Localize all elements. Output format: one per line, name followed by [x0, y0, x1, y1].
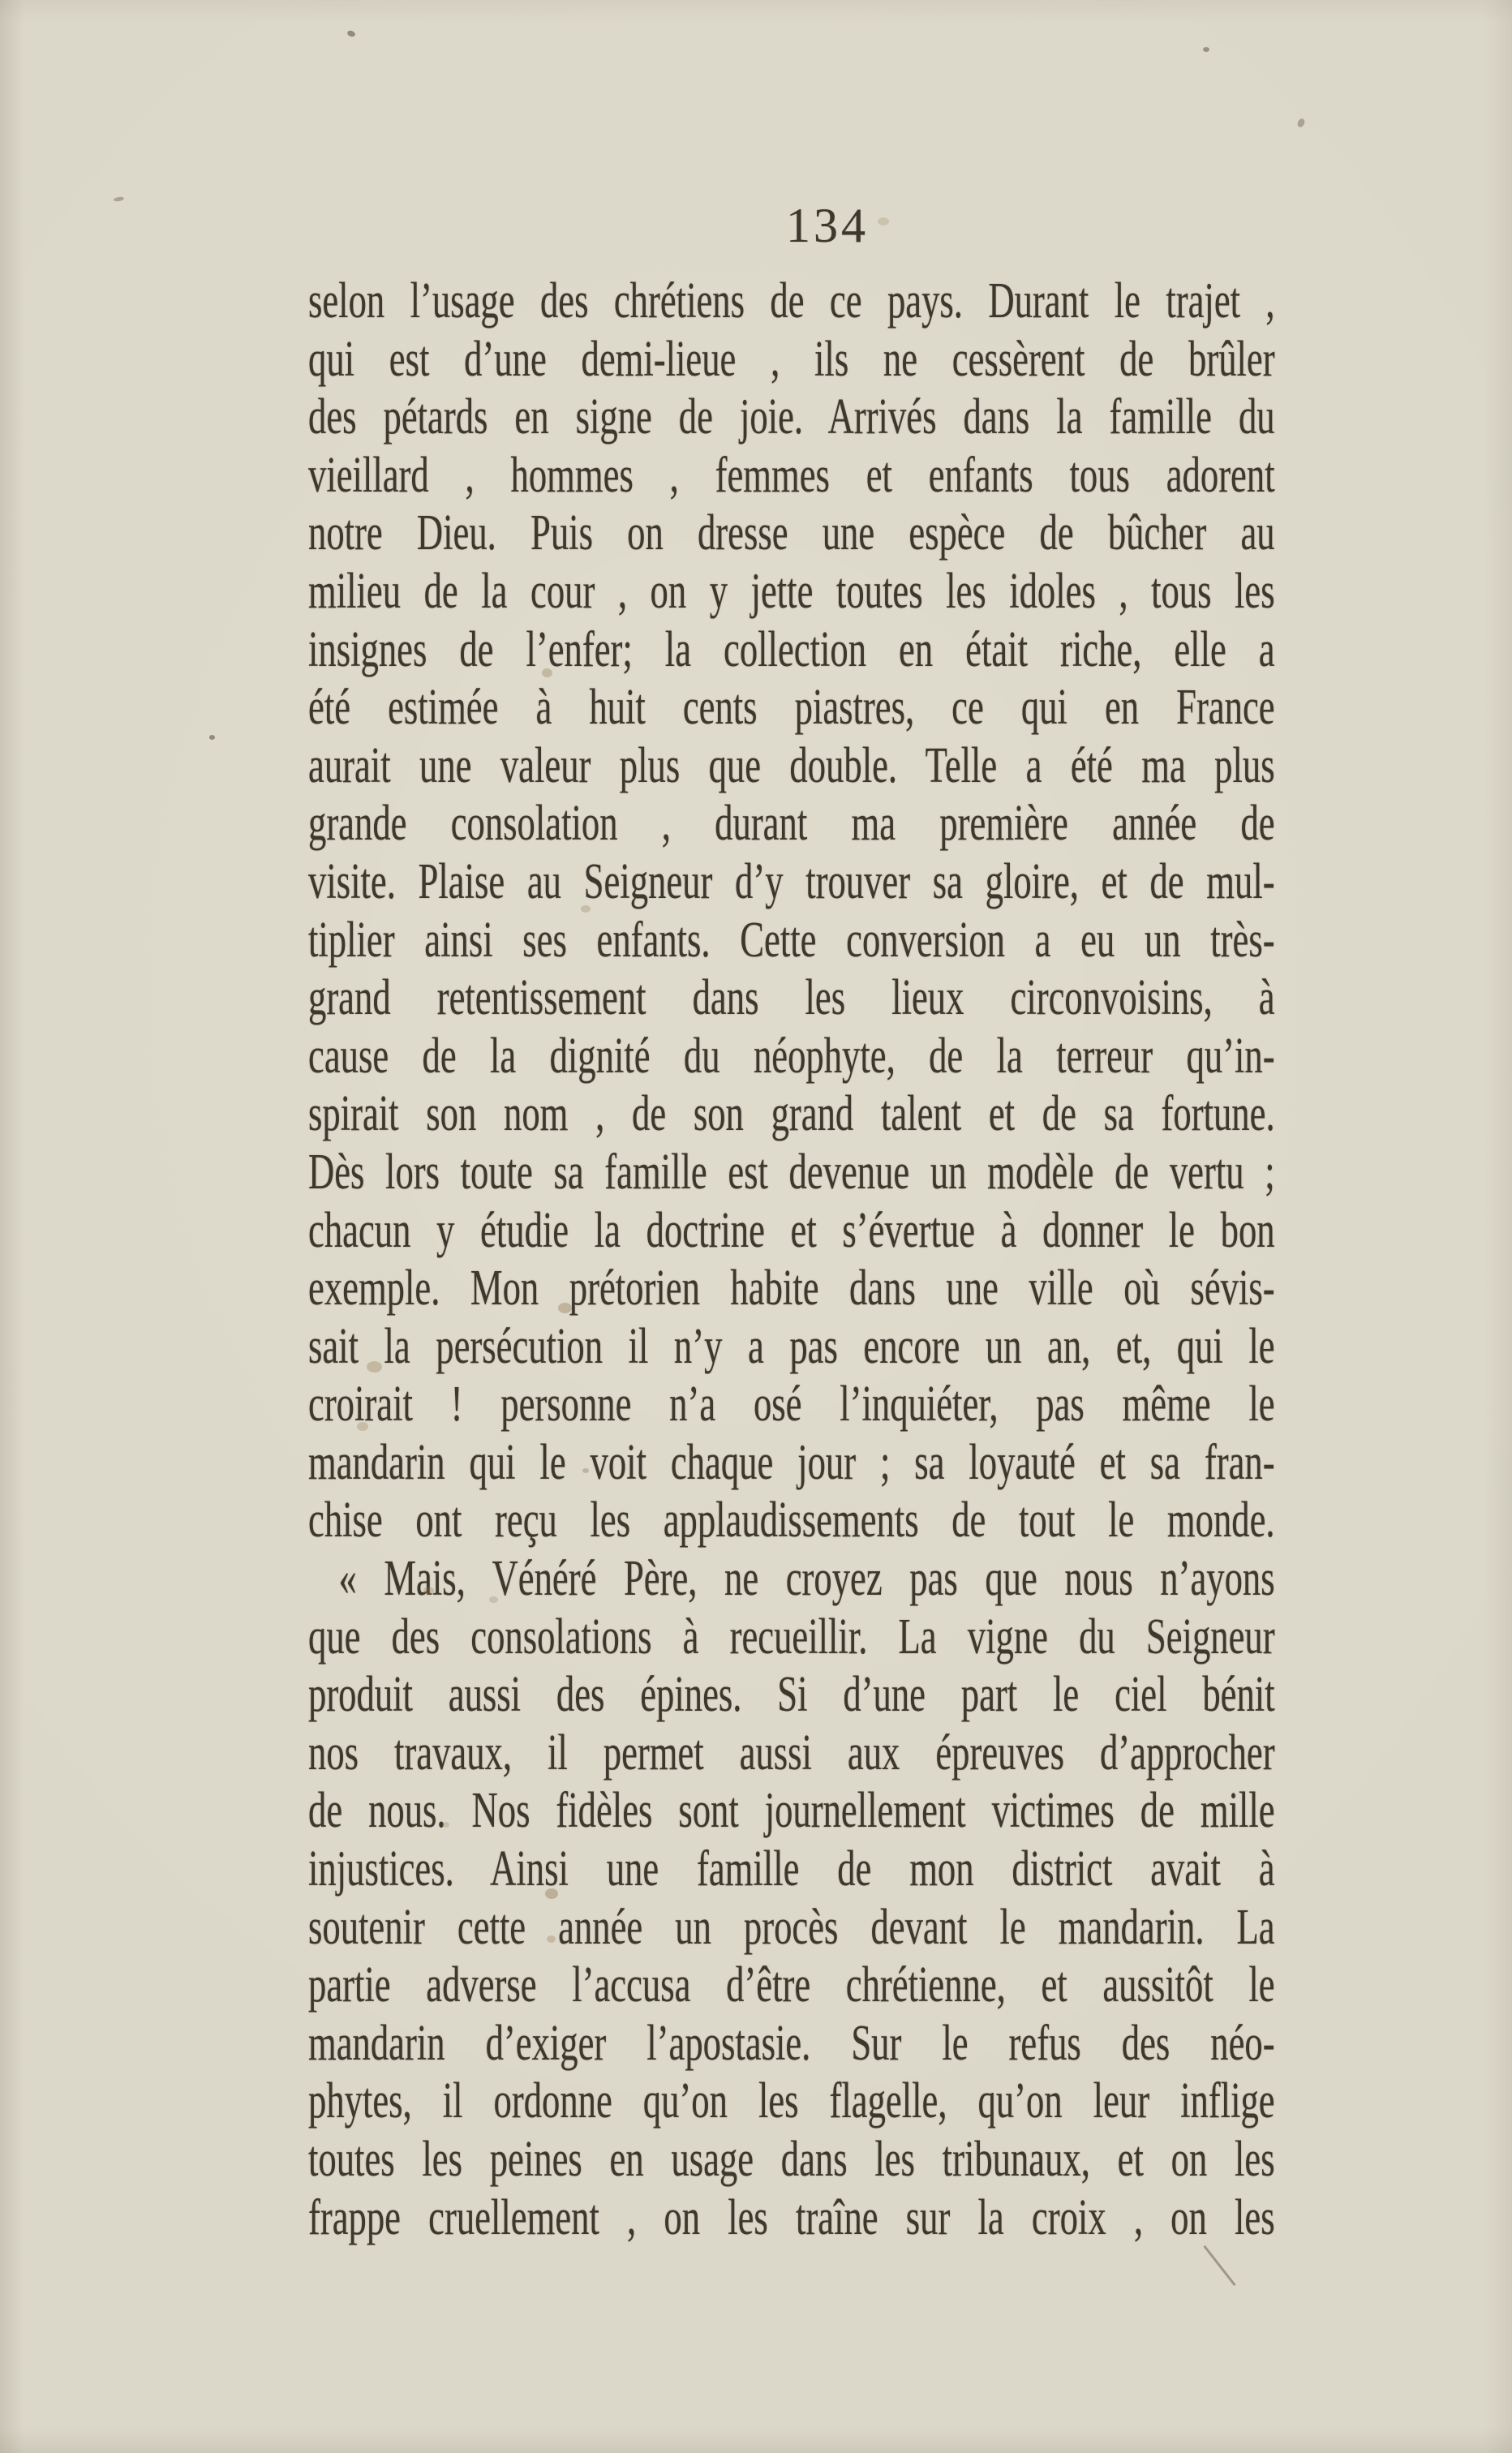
text-line: des pétards en signe de joie. Arrivés dans la famille du [308, 389, 1275, 445]
text-line: été estimée à huit cents piastres, ce qui en France [308, 680, 1275, 736]
pen-mark [1203, 2245, 1236, 2287]
text-line: produit aussi des épines. Si d’une part le ciel bénit [308, 1667, 1275, 1723]
paper-stain [209, 735, 215, 740]
text-line: chise ont reçu les applaudissements de tout le monde. [308, 1493, 1275, 1549]
text-line: Dès lors toute sa famille est devenue un modèle de vertu ; [308, 1144, 1275, 1200]
text-line: notre Dieu. Puis on dresse une espèce de bûcher au [308, 505, 1275, 561]
text-line: vieillard , hommes , femmes et enfants tous adorent [308, 447, 1275, 503]
paper-stain [346, 30, 356, 38]
text-line: spirait son nom , de son grand talent et de sa fortune. [308, 1086, 1275, 1142]
text-line: tiplier ainsi ses enfants. Cette conversion a eu un très- [308, 912, 1275, 968]
text-line: partie adverse l’accusa d’être chrétienne, et aussitôt le [308, 1957, 1275, 2013]
text-line: que des consolations à recueillir. La vigne du Seigneur [308, 1609, 1275, 1665]
text-line: cause de la dignité du néophyte, de la terreur qu’in- [308, 1028, 1275, 1084]
paper-stain [1203, 47, 1209, 52]
paper-stain [114, 196, 125, 202]
text-block [308, 273, 1275, 2247]
text-line: injustices. Ainsi une famille de mon district avait à [308, 1841, 1275, 1897]
text-line: chacun y étudie la doctrine et s’évertue à donner le bon [308, 1202, 1275, 1258]
text-line: de nous. Nos fidèles sont journellement victimes de mille [308, 1783, 1275, 1839]
text-line: frappe cruellement , on les traîne sur la croix , on les [308, 2189, 1275, 2245]
text-line: aurait une valeur plus que double. Telle a été ma plus [308, 737, 1275, 793]
paper-stain [1296, 118, 1306, 128]
text-line: croirait ! personne n’a osé l’inquiéter, pas même le [308, 1377, 1275, 1433]
text-line: exemple. Mon prétorien habite dans une ville où sévis- [308, 1261, 1275, 1317]
text-line: insignes de l’enfer; la collection en était riche, elle a [308, 621, 1275, 677]
text-line: grand retentissement dans les lieux circonvoisins, à [308, 970, 1275, 1026]
text-line: mandarin qui le voit chaque jour ; sa loyauté et sa fran- [308, 1434, 1275, 1490]
text-line: toutes les peines en usage dans les tribunaux, et on les [308, 2132, 1275, 2187]
text-line: sait la persécution il n’y a pas encore un an, et, qui le [308, 1318, 1275, 1374]
text-line: qui est d’une demi-lieue , ils ne cessèrent de brûler [308, 331, 1275, 387]
text-line: visite. Plaise au Seigneur d’y trouver sa gloire, et de mul- [308, 853, 1275, 909]
text-line: phytes, il ordonne qu’on les flagelle, qu’on leur inflige [308, 2073, 1275, 2129]
text-line: mandarin d’exiger l’apostasie. Sur le refus des néo- [308, 2015, 1275, 2071]
text-line: nos travaux, il permet aussi aux épreuves d’approcher [308, 1725, 1275, 1781]
text-line: milieu de la cour , on y jette toutes les idoles , tous les [308, 563, 1275, 619]
text-line: grande consolation , durant ma première année de [308, 796, 1275, 852]
text-line: « Mais, Vénéré Père, ne croyez pas que nous n’ayons [338, 1551, 1275, 1607]
text-line: selon l’usage des chrétiens de ce pays. Durant le trajet , [308, 273, 1275, 329]
text-line: soutenir cette année un procès devant le mandarin. La [308, 1899, 1275, 1955]
page-number: 134 [786, 199, 869, 252]
